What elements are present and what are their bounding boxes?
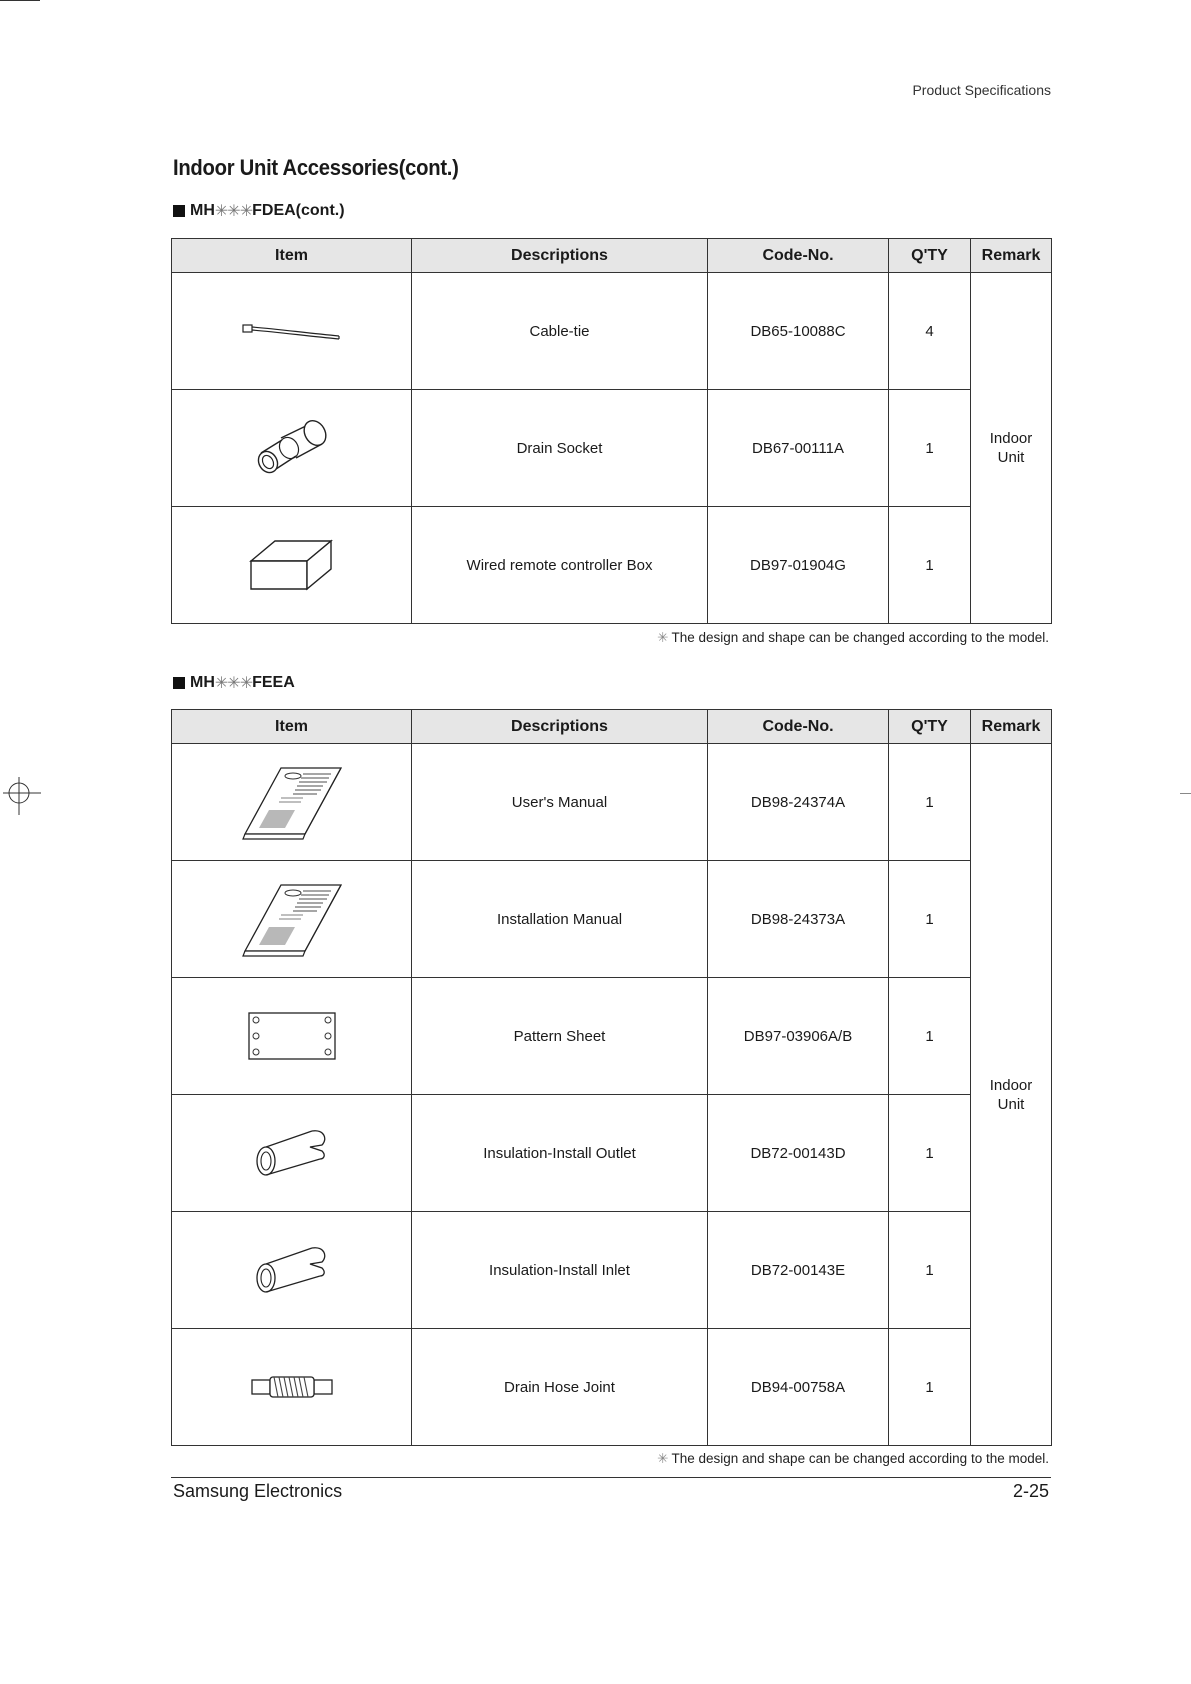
controller-box-icon (247, 537, 337, 593)
table-row (172, 744, 1052, 861)
column-header-remark: Remark (971, 710, 1052, 744)
code-cell: DB97-01904G (708, 507, 889, 624)
column-header-qty: Q'TY (889, 710, 971, 744)
remark-cell: Indoor Unit (971, 273, 1052, 624)
column-header-qty: Q'TY (889, 239, 971, 273)
registration-mark-icon (3, 777, 41, 815)
table-row (172, 1329, 1052, 1446)
manual-icon (237, 879, 347, 959)
item-cell (172, 978, 412, 1095)
code-cell: DB72-00143E (708, 1212, 889, 1329)
accessories-table-1 (171, 238, 1052, 624)
item-cell (172, 1329, 412, 1446)
table-row (172, 1212, 1052, 1329)
description-cell: Wired remote controller Box (412, 507, 708, 624)
qty-cell: 1 (889, 507, 971, 624)
description-cell: Pattern Sheet (412, 978, 708, 1095)
qty-cell: 1 (889, 861, 971, 978)
table-row (172, 861, 1052, 978)
table-row (172, 507, 1052, 624)
column-header-item: Item (172, 710, 412, 744)
code-cell: DB98-24373A (708, 861, 889, 978)
table-row (172, 390, 1052, 507)
item-cell (172, 507, 412, 624)
page-title: Indoor Unit Accessories(cont.) (173, 155, 459, 180)
qty-cell: 4 (889, 273, 971, 390)
item-cell (172, 744, 412, 861)
section-header: Product Specifications (912, 82, 1051, 98)
cable-tie-icon (237, 316, 347, 346)
code-cell: DB97-03906A/B (708, 978, 889, 1095)
design-note: ✳ The design and shape can be changed according to the model. (657, 1451, 1049, 1466)
description-cell: Installation Manual (412, 861, 708, 978)
table-row (172, 273, 1052, 390)
code-cell: DB98-24374A (708, 744, 889, 861)
column-header-item: Item (172, 239, 412, 273)
column-header-remark: Remark (971, 239, 1052, 273)
item-cell (172, 861, 412, 978)
drain-socket-icon (252, 418, 332, 478)
page-number: 2-25 (1012, 1481, 1049, 1501)
column-header-code: Code-No. (708, 710, 889, 744)
footer-divider (171, 1477, 1051, 1478)
column-header-descriptions: Descriptions (412, 710, 708, 744)
table-header-row (172, 239, 1052, 273)
column-header-code: Code-No. (708, 239, 889, 273)
table1-subtitle: MH ✳✳✳ FDEA(cont.) (173, 201, 345, 221)
description-cell: User's Manual (412, 744, 708, 861)
bullet-square-icon (173, 677, 185, 689)
qty-cell: 1 (889, 1095, 971, 1212)
qty-cell: 1 (889, 744, 971, 861)
item-cell (172, 1212, 412, 1329)
pattern-sheet-icon (247, 1011, 337, 1061)
crop-mark (0, 0, 40, 1)
qty-cell: 1 (889, 1329, 971, 1446)
remark-cell: Indoor Unit (971, 744, 1052, 1446)
insulation-tube-icon (252, 1125, 332, 1181)
qty-cell: 1 (889, 978, 971, 1095)
code-cell: DB65-10088C (708, 273, 889, 390)
footer-company: Samsung Electronics (173, 1481, 343, 1501)
manual-icon (237, 762, 347, 842)
insulation-tube-icon (252, 1242, 332, 1298)
code-cell: DB94-00758A (708, 1329, 889, 1446)
description-cell: Insulation-Install Outlet (412, 1095, 708, 1212)
table-header-row (172, 710, 1052, 744)
design-note: ✳ The design and shape can be changed according to the model. (657, 630, 1049, 645)
qty-cell: 1 (889, 390, 971, 507)
description-cell: Drain Socket (412, 390, 708, 507)
item-cell (172, 273, 412, 390)
column-header-descriptions: Descriptions (412, 239, 708, 273)
accessories-table-2 (171, 709, 1052, 1446)
description-cell: Insulation-Install Inlet (412, 1212, 708, 1329)
item-cell (172, 390, 412, 507)
qty-cell: 1 (889, 1212, 971, 1329)
description-cell: Cable-tie (412, 273, 708, 390)
code-cell: DB67-00111A (708, 390, 889, 507)
code-cell: DB72-00143D (708, 1095, 889, 1212)
table2-subtitle: MH ✳✳✳ FEEA (173, 673, 295, 693)
crop-mark (1180, 793, 1191, 794)
item-cell (172, 1095, 412, 1212)
description-cell: Drain Hose Joint (412, 1329, 708, 1446)
table-row (172, 978, 1052, 1095)
hose-joint-icon (250, 1374, 334, 1400)
table-row (172, 1095, 1052, 1212)
bullet-square-icon (173, 205, 185, 217)
